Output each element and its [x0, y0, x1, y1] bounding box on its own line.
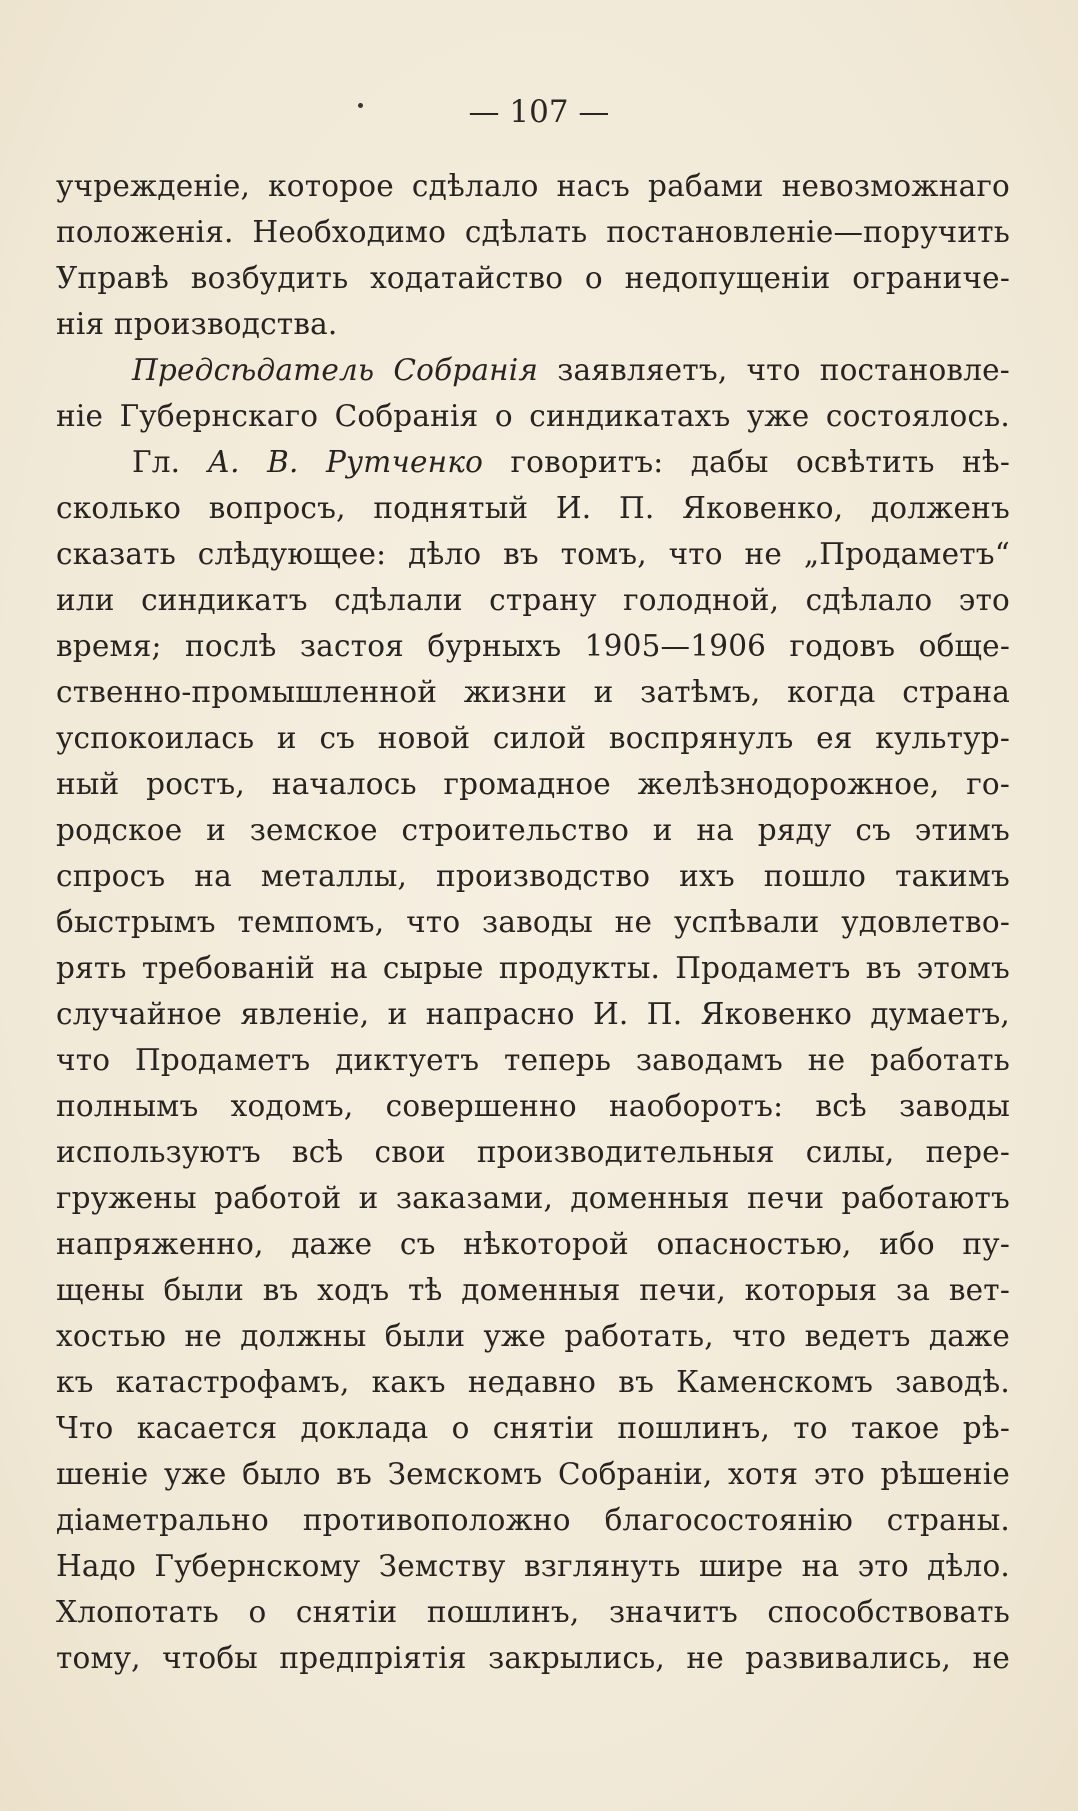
- text-line-10: или синдикатъ сдѣлали страну голодной, сдѣлало это: [56, 583, 1010, 617]
- text-line-16: спросъ на металлы, производство ихъ пошло такимъ: [56, 859, 1010, 893]
- text-line-2: положенія. Необходимо сдѣлать постановленіе—поручить: [56, 215, 1010, 249]
- text-line-6: ніе Губернскаго Собранія о синдикатахъ уже состоялось.: [56, 399, 1010, 433]
- text-line-17: быстрымъ темпомъ, что заводы не успѣвали удовлетво-: [56, 905, 1010, 939]
- text-line-20: что Продаметъ диктуетъ теперь заводамъ не работать: [56, 1043, 1010, 1077]
- text-line-28: Что касается доклада о снятіи пошлинъ, то такое рѣ-: [56, 1411, 1010, 1445]
- text-line-26: хостью не должны были уже работать, что ведетъ даже: [56, 1319, 1010, 1353]
- text-line-18: рять требованій на сырые продукты. Продаметъ въ этомъ: [56, 951, 1010, 985]
- text-line-5: Предсѣдатель Собранія заявляетъ, что постановле-: [132, 353, 1010, 387]
- text-line-14: ный ростъ, началось громадное желѣзнодорожное, го-: [56, 767, 1010, 801]
- text-line-3: Управѣ возбудить ходатайство о недопущеніи ограниче-: [56, 261, 1010, 295]
- body-text: [56, 163, 1010, 1681]
- text-line-27: къ катастрофамъ, какъ недавно въ Каменскомъ заводѣ.: [56, 1365, 1010, 1399]
- text-line-32: Хлопотать о снятіи пошлинъ, значитъ способствовать: [56, 1595, 1010, 1629]
- text-line-4: нія производства.: [56, 307, 338, 341]
- text-line-9: сказать слѣдующее: дѣло въ томъ, что не „Продаметъ“: [56, 537, 1010, 571]
- text-line-25: щены были въ ходъ тѣ доменныя печи, которыя за вет-: [56, 1273, 1010, 1307]
- text-line-11: время; послѣ застоя бурныхъ 1905—1906 годовъ обще-: [56, 629, 1010, 663]
- text-line-23: гружены работой и заказами, доменныя печи работаютъ: [56, 1181, 1010, 1215]
- page-number: — 107 —: [468, 94, 610, 130]
- text-line-8: сколько вопросъ, поднятый И. П. Яковенко, долженъ: [56, 491, 1010, 525]
- speaker-name: А. В. Рутченко: [207, 445, 484, 479]
- text-line-30: діаметрально противоположно благосостоянію страны.: [56, 1503, 1010, 1537]
- text-line-15: родское и земское строительство и на ряду съ этимъ: [56, 813, 1010, 847]
- text-line-31: Надо Губернскому Земству взглянуть шире на это дѣло.: [56, 1549, 1010, 1583]
- text-line-19: случайное явленіе, и напрасно И. П. Яковенко думаетъ,: [56, 997, 1010, 1031]
- speaker-name: Предсѣдатель Собранія: [132, 353, 539, 387]
- text-line-29: шеніе уже было въ Земскомъ Собраніи, хотя это рѣшеніе: [56, 1457, 1010, 1491]
- text-line-7: Гл. А. В. Рутченко говоритъ: дабы освѣтить нѣ-: [132, 445, 1010, 479]
- text-line-33: тому, чтобы предпріятія закрылись, не развивались, не: [56, 1641, 1010, 1675]
- text-line-13: успокоилась и съ новой силой воспрянулъ ея культур-: [56, 721, 1010, 755]
- text-line-21: полнымъ ходомъ, совершенно наоборотъ: всѣ заводы: [56, 1089, 1010, 1123]
- text-line-12: ственно-промышленной жизни и затѣмъ, когда страна: [56, 675, 1010, 709]
- text-line-1: учрежденіе, которое сдѣлало насъ рабами невозможнаго: [56, 169, 1010, 203]
- text-line-24: напряженно, даже съ нѣкоторой опасностью, ибо пу-: [56, 1227, 1010, 1261]
- text-line-22: используютъ всѣ свои производительныя силы, пере-: [56, 1135, 1010, 1169]
